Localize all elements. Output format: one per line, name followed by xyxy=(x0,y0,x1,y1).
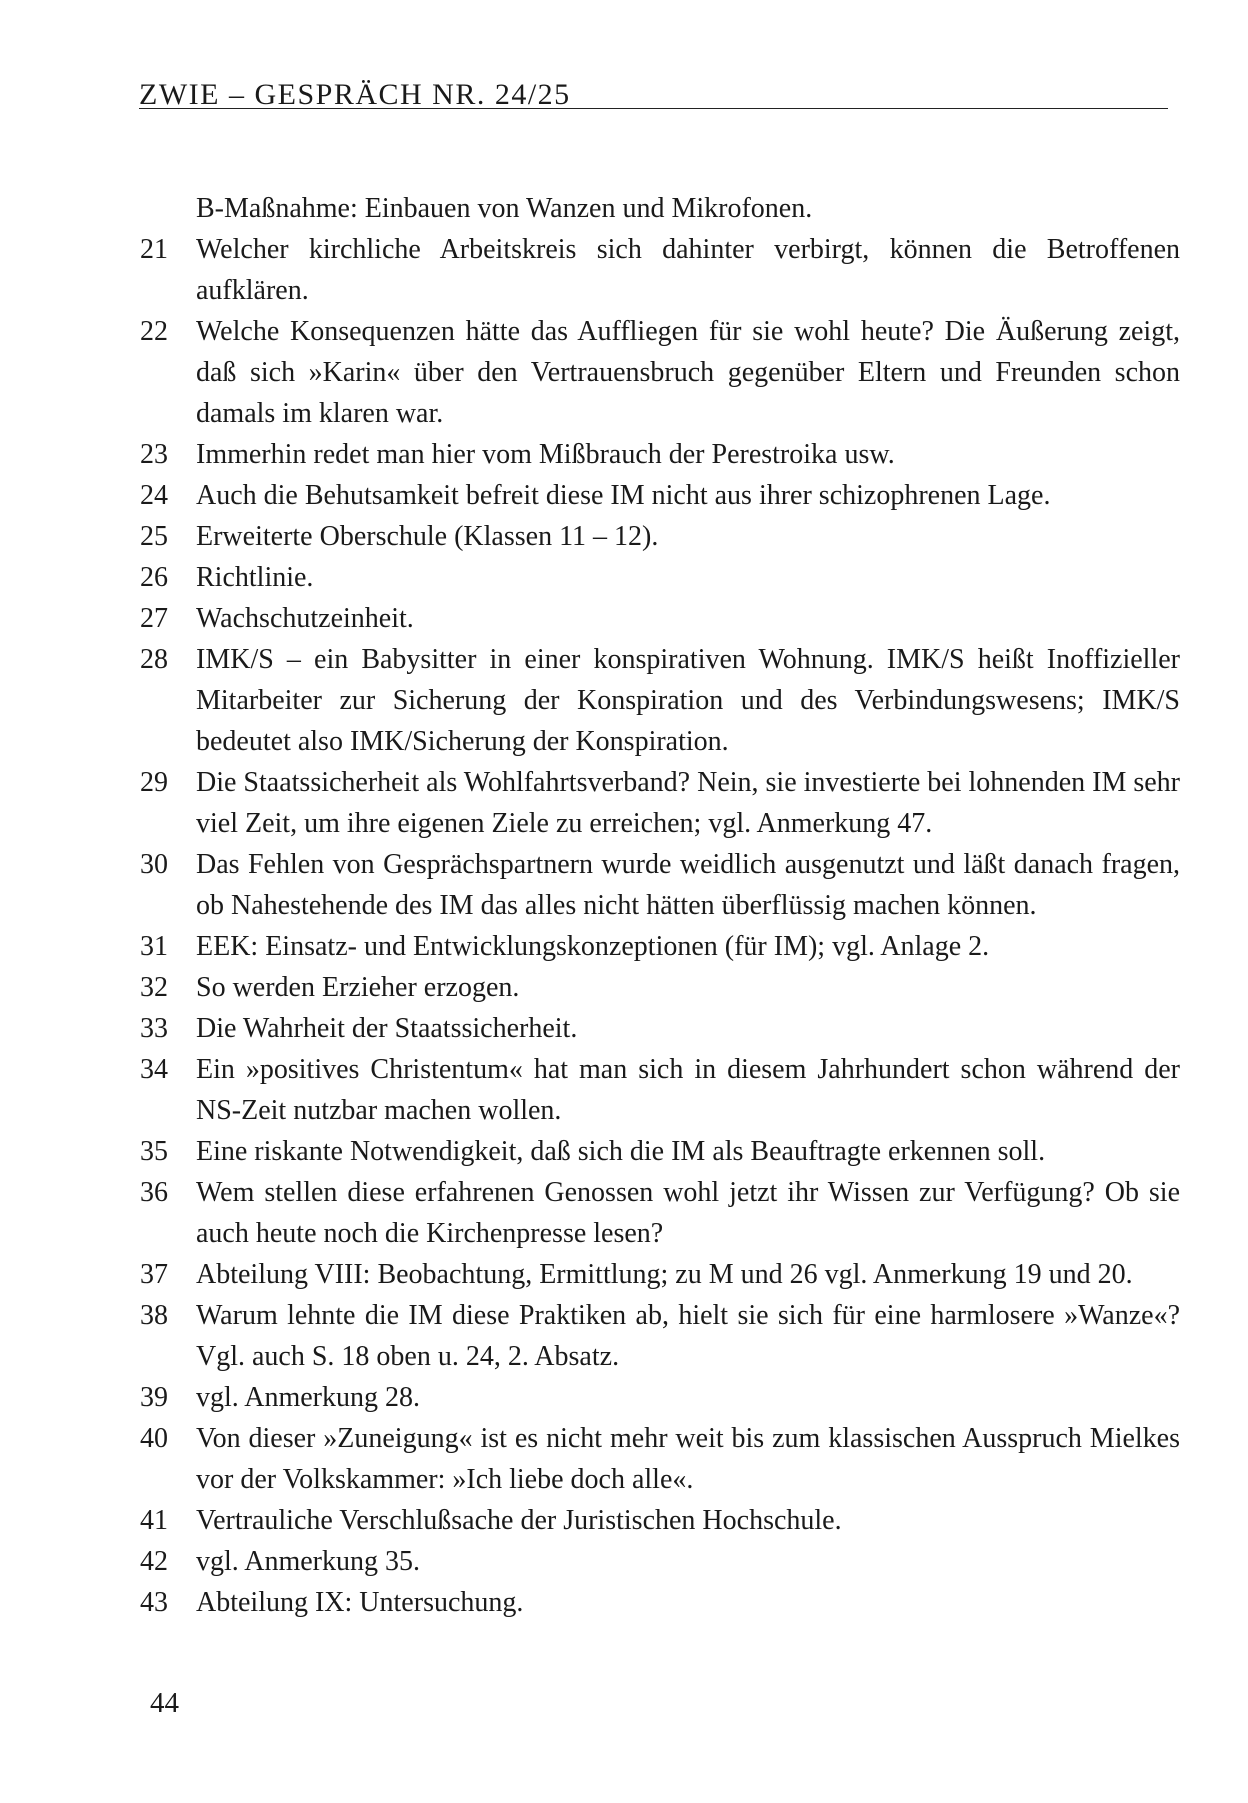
endnote-item xyxy=(140,188,1180,229)
endnote-item xyxy=(140,762,1180,844)
endnote-number: 40 xyxy=(140,1423,168,1454)
running-header xyxy=(139,58,1168,110)
endnote-item xyxy=(140,1541,1180,1582)
endnote-item xyxy=(140,1049,1180,1131)
endnote-text: IMK/S – ein Babysitter in einer konspirativen Wohnung. IMK/S heißt Inoffizieller Mitarbeiter zur Sicherung der Konspiration und des Verbindungswesens; IMK/S bedeutet also IMK/Sicherung der Konspiration. xyxy=(196,644,1180,757)
endnote-number: 41 xyxy=(140,1505,168,1536)
endnote-number: 26 xyxy=(140,562,168,593)
endnote-item xyxy=(140,1254,1180,1295)
endnote-text: Vertrauliche Verschlußsache der Juristischen Hochschule. xyxy=(196,1505,842,1536)
endnote-text: So werden Erzieher erzogen. xyxy=(196,972,520,1003)
endnote-text: Auch die Behutsamkeit befreit diese IM nicht aus ihrer schizophrenen Lage. xyxy=(196,480,1051,511)
endnote-text: Welche Konsequenzen hätte das Auffliegen für sie wohl heute? Die Äußerung zeigt, daß sich »Karin« über den Vertrauensbruch gegenüber Eltern und Freunden schon damals im klaren war. xyxy=(196,316,1180,429)
endnote-item xyxy=(140,926,1180,967)
endnote-number: 24 xyxy=(140,480,168,511)
endnote-item xyxy=(140,1295,1180,1377)
endnote-text: Von dieser »Zuneigung« ist es nicht mehr weit bis zum klassischen Ausspruch Mielkes vor der Volkskammer: »Ich liebe doch alle«. xyxy=(196,1423,1180,1495)
endnote-item xyxy=(140,1377,1180,1418)
endnote-text: Eine riskante Notwendigkeit, daß sich die IM als Beauftragte erkennen soll. xyxy=(196,1136,1046,1167)
endnote-number: 39 xyxy=(140,1382,168,1413)
endnote-number: 30 xyxy=(140,849,168,880)
endnote-text: Richtlinie. xyxy=(196,562,314,593)
endnote-number: 34 xyxy=(140,1054,168,1085)
endnote-item xyxy=(140,844,1180,926)
endnote-text: Wachschutzeinheit. xyxy=(196,603,414,634)
endnote-text: vgl. Anmerkung 35. xyxy=(196,1546,420,1577)
endnote-item xyxy=(140,1172,1180,1254)
endnote-item xyxy=(140,967,1180,1008)
endnotes-list xyxy=(140,188,1180,1623)
endnote-number: 33 xyxy=(140,1013,168,1044)
endnote-item xyxy=(140,1008,1180,1049)
endnote-number: 42 xyxy=(140,1546,168,1577)
endnote-number: 21 xyxy=(140,234,168,265)
endnote-text: vgl. Anmerkung 28. xyxy=(196,1382,420,1413)
endnote-text: B-Maßnahme: Einbauen von Wanzen und Mikrofonen. xyxy=(196,193,813,224)
endnote-number: 36 xyxy=(140,1177,168,1208)
endnote-text: Abteilung VIII: Beobachtung, Ermittlung; zu M und 26 vgl. Anmerkung 19 und 20. xyxy=(196,1259,1133,1290)
endnote-text: Die Wahrheit der Staatssicherheit. xyxy=(196,1013,578,1044)
endnote-item xyxy=(140,639,1180,762)
endnote-number: 32 xyxy=(140,972,168,1003)
endnote-item xyxy=(140,434,1180,475)
endnote-item xyxy=(140,1418,1180,1500)
endnote-number: 31 xyxy=(140,931,168,962)
endnote-item xyxy=(140,1500,1180,1541)
header-rule xyxy=(139,108,1168,109)
endnote-item xyxy=(140,1131,1180,1172)
endnote-number: 43 xyxy=(140,1587,168,1618)
endnote-text: Welcher kirchliche Arbeitskreis sich dahinter verbirgt, können die Betroffenen aufklären. xyxy=(196,234,1180,306)
endnote-number: 37 xyxy=(140,1259,168,1290)
endnote-item xyxy=(140,229,1180,311)
endnote-number: 22 xyxy=(140,316,168,347)
endnote-text: Das Fehlen von Gesprächspartnern wurde weidlich ausgenutzt und läßt danach fragen, ob Nahestehende des IM das alles nicht hätten überflüssig machen können. xyxy=(196,849,1180,921)
endnote-number: 25 xyxy=(140,521,168,552)
endnote-item xyxy=(140,311,1180,434)
endnote-text: Ein »positives Christentum« hat man sich in diesem Jahrhundert schon während der NS-Zeit nutzbar machen wollen. xyxy=(196,1054,1180,1126)
endnote-item xyxy=(140,475,1180,516)
running-header-title: ZWIE – GESPRÄCH NR. 24/25 xyxy=(139,78,571,111)
endnote-number: 29 xyxy=(140,767,168,798)
endnote-number: 28 xyxy=(140,644,168,675)
endnote-item xyxy=(140,557,1180,598)
endnote-text: Die Staatssicherheit als Wohlfahrtsverband? Nein, sie investierte bei lohnenden IM sehr viel Zeit, um ihre eigenen Ziele zu erreichen; vgl. Anmerkung 47. xyxy=(196,767,1180,839)
endnote-number: 23 xyxy=(140,439,168,470)
endnote-text: Immerhin redet man hier vom Mißbrauch der Perestroika usw. xyxy=(196,439,895,470)
endnote-text: Erweiterte Oberschule (Klassen 11 – 12). xyxy=(196,521,659,552)
endnote-text: EEK: Einsatz- und Entwicklungskonzeptionen (für IM); vgl. Anlage 2. xyxy=(196,931,990,962)
endnote-item xyxy=(140,598,1180,639)
endnote-number: 35 xyxy=(140,1136,168,1167)
endnote-text: Warum lehnte die IM diese Praktiken ab, hielt sie sich für eine harmlosere »Wanze«? Vgl. auch S. 18 oben u. 24, 2. Absatz. xyxy=(196,1300,1180,1372)
endnote-item xyxy=(140,1582,1180,1623)
endnote-text: Abteilung IX: Untersuchung. xyxy=(196,1587,524,1618)
endnote-number: 27 xyxy=(140,603,168,634)
endnote-number: 38 xyxy=(140,1300,168,1331)
page-number: 44 xyxy=(150,1687,179,1719)
endnote-text: Wem stellen diese erfahrenen Genossen wohl jetzt ihr Wissen zur Verfügung? Ob sie auch heute noch die Kirchenpresse lesen? xyxy=(196,1177,1180,1249)
endnote-item xyxy=(140,516,1180,557)
